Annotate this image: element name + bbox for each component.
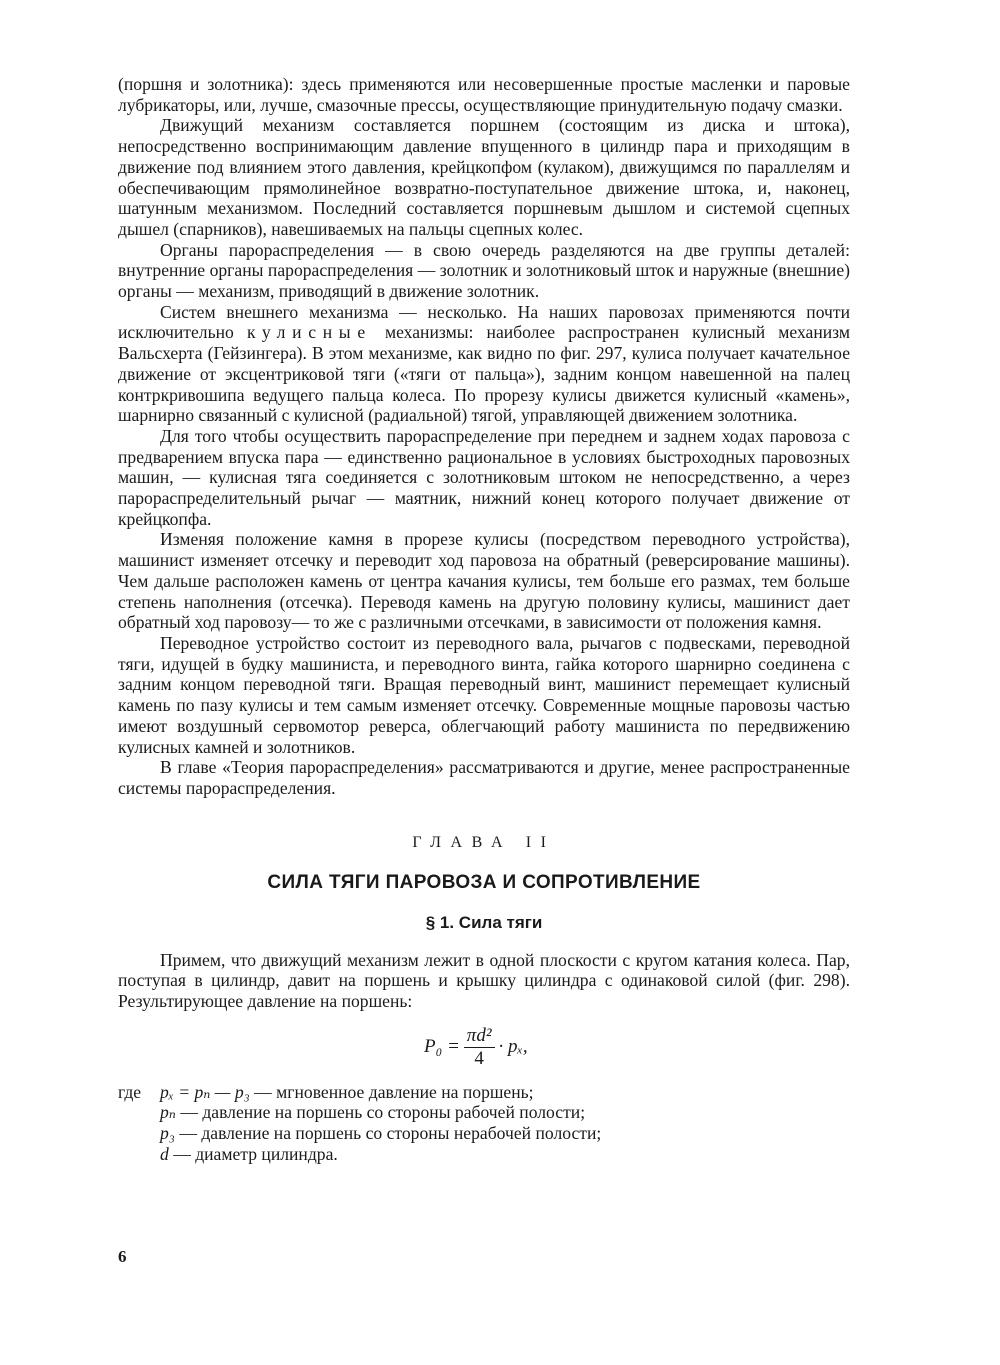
definition-symbol: p₃ — [160, 1123, 175, 1144]
paragraph-4-end: механизмы: наиболее распространен кулисный механизм Вальсхерта (Гейзингера). В этом механизме, как видно по фиг. 297, кулиса получает качательное движение от эксцентриковой тяги («тяги от пальца»), задним концом навешенной на палец контркривошипа ведущего пальца колеса. По прорезу кулисы движется кулисный «камень», шарнирно связанный с кулисной (радиальной) тягой, управляющей движением золотника. — [118, 322, 850, 426]
definition-text: — мгновенное давление на поршень; — [249, 1081, 534, 1102]
paragraph-3: Органы парораспределения — в свою очередь разделяются на две группы деталей: внутренние органы парораспределения — золотник и золотниковый шток и наружные (внешние) органы — механизм, приводящий в движение золотник. — [118, 239, 850, 302]
paragraph-6: Изменяя положение камня в прорезе кулисы (посредством переводного устройства), машинист изменяет отсечку и переводит ход паровоза на обратный (реверсирование машины). Чем дальше расположен камень от центра качания кулисы, тем больше его размах, тем больше степень наполнения (отсечка). Переводя камень на другую половину кулисы, машинист дает обратный ход паровозу— то же с различными отсечками, в зависимости от положения камня. — [118, 529, 850, 633]
definition-row — [118, 1082, 850, 1103]
definitions-lead: где — [118, 1081, 142, 1102]
chapter-label: ГЛАВА II — [412, 833, 556, 851]
formula — [118, 1022, 850, 1074]
paragraph-8: В главе «Теория парораспределения» рассматриваются и другие, менее распространенные системы парораспределения. — [118, 757, 850, 798]
paragraph-4 — [118, 302, 850, 426]
definition-symbol: pₙ — [160, 1102, 176, 1123]
formula-numerator: πd² — [464, 1026, 495, 1048]
paragraph-5: Для того чтобы осуществить парораспределение при переднем и заднем ходах паровоза с предварением впуска пара — единственно рациональное в условиях быстроходных паровозных машин, — кулисная тяга соединяется с золотниковым штоком не непосредственно, а через парораспределительный рычаг — маятник, нижний конец которого получает движение от крейцкопфа. — [118, 425, 850, 529]
definition-text: — давление на поршень со стороны рабочей полости; — [175, 1102, 586, 1123]
paragraph-4-start: Систем внешнего механизма — несколько. На наших паровозах применяются почти исключительно — [118, 301, 850, 343]
page-body — [118, 74, 850, 1165]
definitions-list — [118, 1082, 850, 1165]
paragraph-2: Движущий механизм составляется поршнем (состоящим из диска и штока), непосредственно воспринимающим давление впущенного в цилиндр пара и приходящим в движение под влиянием этого давления, крейцкопфом (кулаком), движущимся по параллелям и обеспечивающим прямолинейное возвратно-поступательное движение штока, и, наконец, шатунным механизмом. Последний составляется поршневым дышлом и системой сцепных дышел (спарников), навешиваемых на пальцы сцепных колес. — [118, 115, 850, 239]
spaced-word: кулисные — [246, 322, 372, 343]
formula-denominator: 4 — [474, 1047, 484, 1069]
section-title: § 1. Сила тяги — [425, 912, 543, 932]
formula-fraction — [464, 1026, 495, 1069]
page-number: 6 — [118, 1247, 127, 1266]
definition-symbol: d — [160, 1143, 169, 1164]
section-paragraph: Примем, что движущий механизм лежит в одной плоскости с кругом катания колеса. Пар, поступая в цилиндр, давит на поршень и крышку цилиндра с одинаковой силой (фиг. 298). Результирующее давление на поршень: — [118, 949, 850, 1012]
definition-row — [118, 1123, 850, 1144]
formula-lhs: P₀ = — [424, 1036, 460, 1058]
definition-row — [118, 1102, 850, 1123]
definition-text: — диаметр цилиндра. — [168, 1143, 338, 1164]
definition-row — [118, 1144, 850, 1165]
paragraph-7: Переводное устройство состоит из переводного вала, рычагов с подвесками, переводной тяги, идущей в будку машиниста, и переводного винта, гайка которого шарнирно соединена с задним концом переводной тяги. Вращая переводный винт, машинист перемещает кулисный камень по пазу кулисы и тем самым изменяет отсечку. Современные мощные паровозы частью имеют воздушный сервомотор реверса, облегчающий работу машиниста по передвижению кулисных камней и золотников. — [118, 632, 850, 757]
paragraph-1: (поршня и золотника): здесь применяются или несовершенные простые масленки и паровые лубрикаторы, или, лучше, смазочные прессы, осуществляющие принудительную подачу смазки. — [118, 74, 850, 115]
formula-rhs: · pₓ, — [498, 1036, 528, 1058]
chapter-title: СИЛА ТЯГИ ПАРОВОЗА И СОПРОТИВЛЕНИЕ — [267, 871, 701, 893]
definition-symbol: pₓ = pₙ — p₃ — [160, 1081, 250, 1102]
definition-text: — давление на поршень со стороны нерабочей полости; — [174, 1123, 602, 1144]
